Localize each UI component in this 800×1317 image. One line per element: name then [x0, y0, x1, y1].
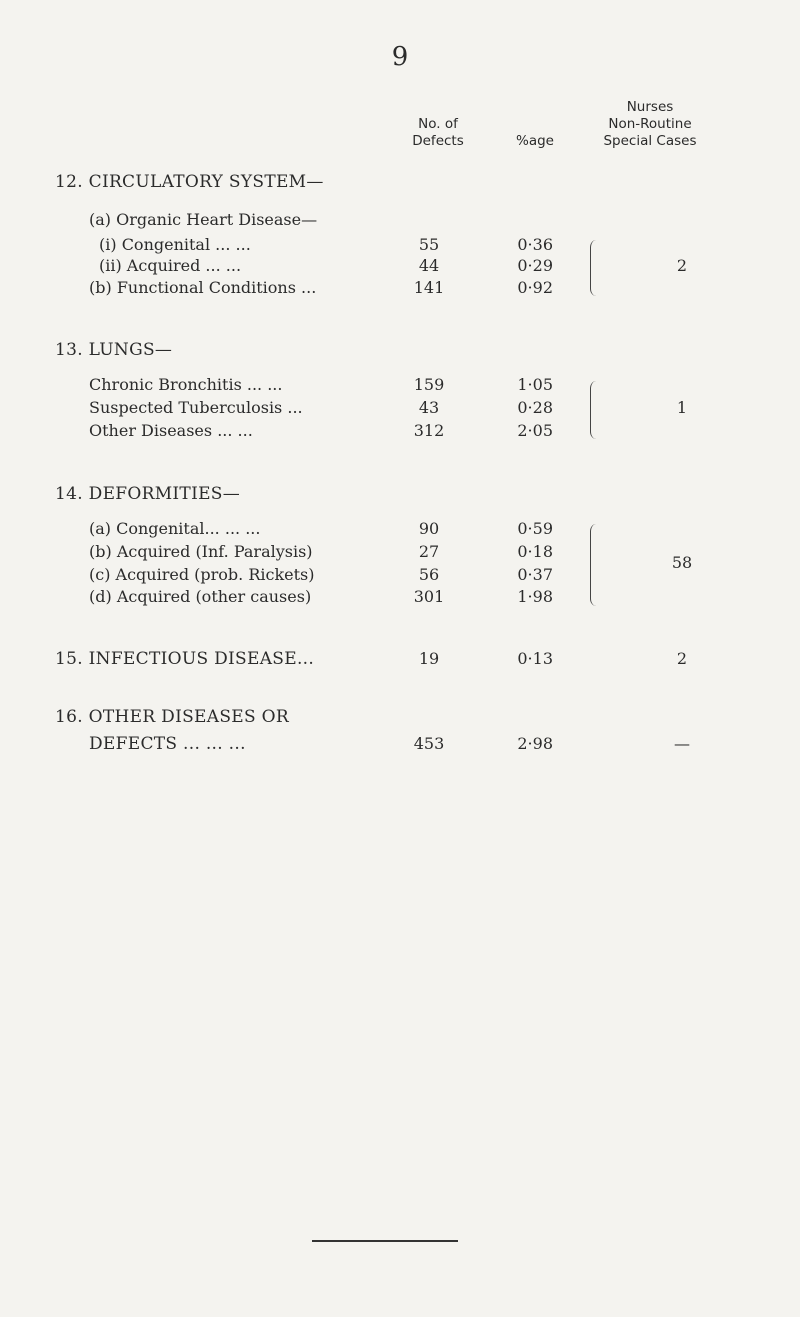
row-defects: 312	[413, 421, 445, 440]
section-nurses: 1	[676, 398, 688, 417]
section-nurses: —	[674, 734, 690, 753]
row-label: (i) Congenital ... ...	[99, 235, 251, 254]
row-defects: 56	[418, 565, 440, 584]
row-percentage: 2·98	[517, 734, 553, 753]
row-defects: 55	[418, 235, 440, 254]
row-percentage: 1·05	[517, 375, 553, 394]
row-percentage: 0·29	[517, 256, 553, 275]
page-number: 9	[391, 42, 409, 72]
row-label: (b) Functional Conditions ...	[89, 278, 317, 297]
row-defects: 90	[418, 519, 440, 538]
section-nurses: 58	[671, 553, 693, 572]
section-nurses: 2	[676, 256, 688, 275]
row-percentage: 0·13	[517, 649, 553, 668]
header-percentage: %age	[516, 133, 554, 149]
group-label-organic-heart: (a) Organic Heart Disease—	[89, 210, 318, 229]
row-percentage: 0·28	[517, 398, 553, 417]
row-percentage: 2·05	[517, 421, 553, 440]
row-defects: 19	[418, 649, 440, 668]
section-title-circulatory: 12. CIRCULATORY SYSTEM—	[55, 172, 324, 192]
row-defects: 453	[413, 734, 445, 753]
row-defects: 301	[413, 587, 445, 606]
row-label: (a) Congenital... ... ...	[89, 519, 261, 538]
row-label: Suspected Tuberculosis ...	[89, 398, 303, 417]
row-percentage: 0·18	[517, 542, 553, 561]
row-defects: 141	[413, 278, 445, 297]
header-nurses-line-1: Nurses	[626, 99, 674, 115]
header-defects-line-2: Defects	[412, 133, 464, 149]
group-bracket	[590, 381, 596, 439]
row-defects: 43	[418, 398, 440, 417]
row-defects: 44	[418, 256, 440, 275]
header-defects	[398, 116, 478, 150]
row-label: Other Diseases ... ...	[89, 421, 253, 440]
header-nurses-line-3: Special Cases	[603, 133, 697, 149]
row-percentage: 0·92	[517, 278, 553, 297]
section-title-lungs: 13. LUNGS—	[55, 340, 173, 360]
group-bracket	[590, 524, 596, 606]
row-label: (ii) Acquired ... ...	[99, 256, 242, 275]
row-label: Chronic Bronchitis ... ...	[89, 375, 283, 394]
section-title-infectious: 15. INFECTIOUS DISEASE...	[55, 649, 315, 669]
section-title-other-line-2: DEFECTS ... ... ...	[89, 734, 246, 754]
row-percentage: 0·37	[517, 565, 553, 584]
row-label: (c) Acquired (prob. Rickets)	[89, 565, 315, 584]
closing-rule	[312, 1240, 458, 1242]
group-bracket	[590, 240, 596, 296]
row-label: (b) Acquired (Inf. Paralysis)	[89, 542, 313, 561]
row-percentage: 1·98	[517, 587, 553, 606]
row-percentage: 0·36	[517, 235, 553, 254]
section-title-deformities: 14. DEFORMITIES—	[55, 484, 241, 504]
header-nurses	[580, 99, 720, 150]
section-nurses: 2	[676, 649, 688, 668]
header-nurses-line-2: Non-Routine	[608, 116, 692, 132]
header-defects-line-1: No. of	[418, 116, 458, 132]
row-percentage: 0·59	[517, 519, 553, 538]
row-defects: 27	[418, 542, 440, 561]
row-label: (d) Acquired (other causes)	[89, 587, 312, 606]
row-defects: 159	[413, 375, 445, 394]
section-title-other: 16. OTHER DISEASES OR	[55, 707, 289, 727]
